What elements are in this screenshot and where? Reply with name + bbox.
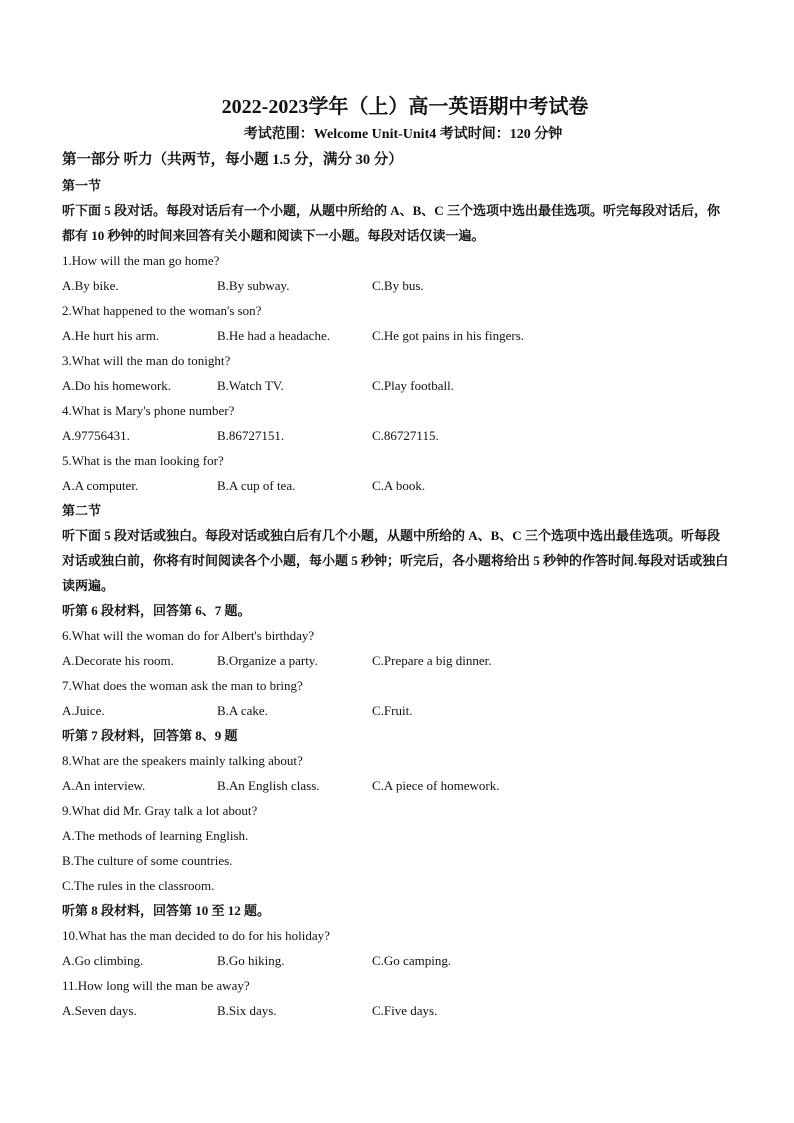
option-a: A.The methods of learning English.	[62, 828, 249, 843]
question-5: 5.What is the man looking for?	[62, 453, 224, 468]
option-a: A.Juice.	[62, 703, 105, 718]
section1-instructions: 听下面 5 段对话。每段对话后有一个小题，从题中所给的 A、B、C 三个选项中选出最佳选项。听完每段对话后，你都有 10 秒钟的时间来回答有关小题和阅读下一小题。每段对话仅读一遍。	[62, 203, 720, 243]
question-4: 4.What is Mary's phone number?	[62, 403, 235, 418]
group6-label: 听第 6 段材料，回答第 6、7 题。	[62, 603, 251, 618]
section2-label: 第二节	[62, 503, 102, 518]
options-10	[62, 948, 732, 973]
options-5	[62, 473, 732, 498]
option-a: A.Do his homework.	[62, 378, 172, 393]
exam-subtitle: 考试范围：Welcome Unit-Unit4 考试时间：120 分钟	[243, 127, 563, 142]
group8-label: 听第 8 段材料，回答第 10 至 12 题。	[62, 903, 271, 918]
part1-heading: 第一部分 听力（共两节，每小题 1.5 分，满分 30 分）	[62, 152, 403, 168]
option-c: C.The rules in the classroom.	[62, 878, 215, 893]
question-11: 11.How long will the man be away?	[62, 978, 250, 993]
section1-label: 第一节	[62, 178, 102, 193]
option-c: C.Play football.	[372, 378, 454, 393]
options-11	[62, 998, 732, 1023]
options-4	[62, 423, 732, 448]
option-b: B.86727151.	[217, 428, 285, 443]
option-c: C.Five days.	[372, 1003, 438, 1018]
option-b: B.Organize a party.	[217, 653, 318, 668]
option-a: A.Seven days.	[62, 1003, 137, 1018]
option-c: C.A piece of homework.	[372, 778, 500, 793]
section2-instructions: 听下面 5 段对话或独白。每段对话或独白后有几个小题，从题中所给的 A、B、C 三个选项中选出最佳选项。听每段对话或独白前，你将有时间阅读各个小题，每小题 5 秒钟；听完后，各小题将给出 5 秒钟的作答时间.每段对话或独白读两遍。	[62, 528, 729, 593]
question-10: 10.What has the man decided to do for his holiday?	[62, 928, 330, 943]
option-c: C.86727115.	[372, 428, 439, 443]
option-a: A.An interview.	[62, 778, 146, 793]
options-6	[62, 648, 732, 673]
option-b: B.He had a headache.	[217, 328, 330, 343]
option-a: A.A computer.	[62, 478, 139, 493]
option-a: A.By bike.	[62, 278, 119, 293]
option-b: B.Watch TV.	[217, 378, 284, 393]
option-a: A.Go climbing.	[62, 953, 144, 968]
question-6: 6.What will the woman do for Albert's birthday?	[62, 628, 315, 643]
options-3	[62, 373, 732, 398]
option-c: C.Prepare a big dinner.	[372, 653, 492, 668]
option-b: B.The culture of some countries.	[62, 853, 233, 868]
question-1: 1.How will the man go home?	[62, 253, 220, 268]
question-7: 7.What does the woman ask the man to bring?	[62, 678, 303, 693]
option-b: B.By subway.	[217, 278, 290, 293]
option-b: B.A cake.	[217, 703, 268, 718]
question-9: 9.What did Mr. Gray talk a lot about?	[62, 803, 258, 818]
options-2	[62, 323, 732, 348]
question-8: 8.What are the speakers mainly talking about?	[62, 753, 303, 768]
group7-label: 听第 7 段材料，回答第 8、9 题	[62, 728, 238, 743]
option-b: B.Go hiking.	[217, 953, 285, 968]
question-3: 3.What will the man do tonight?	[62, 353, 231, 368]
option-b: B.A cup of tea.	[217, 478, 296, 493]
option-c: C.A book.	[372, 478, 426, 493]
option-a: A.Decorate his room.	[62, 653, 174, 668]
option-c: C.Go camping.	[372, 953, 452, 968]
options-7	[62, 698, 732, 723]
option-b: B.An English class.	[217, 778, 320, 793]
exam-title: 2022-2023学年（上）高一英语期中考试卷	[221, 96, 589, 118]
option-a: A.97756431.	[62, 428, 130, 443]
question-2: 2.What happened to the woman's son?	[62, 303, 262, 318]
options-1	[62, 273, 732, 298]
option-a: A.He hurt his arm.	[62, 328, 160, 343]
option-b: B.Six days.	[217, 1003, 277, 1018]
exam-page	[62, 92, 732, 1023]
option-c: C.By bus.	[372, 278, 424, 293]
options-8	[62, 773, 732, 798]
option-c: C.He got pains in his fingers.	[372, 328, 525, 343]
option-c: C.Fruit.	[372, 703, 413, 718]
